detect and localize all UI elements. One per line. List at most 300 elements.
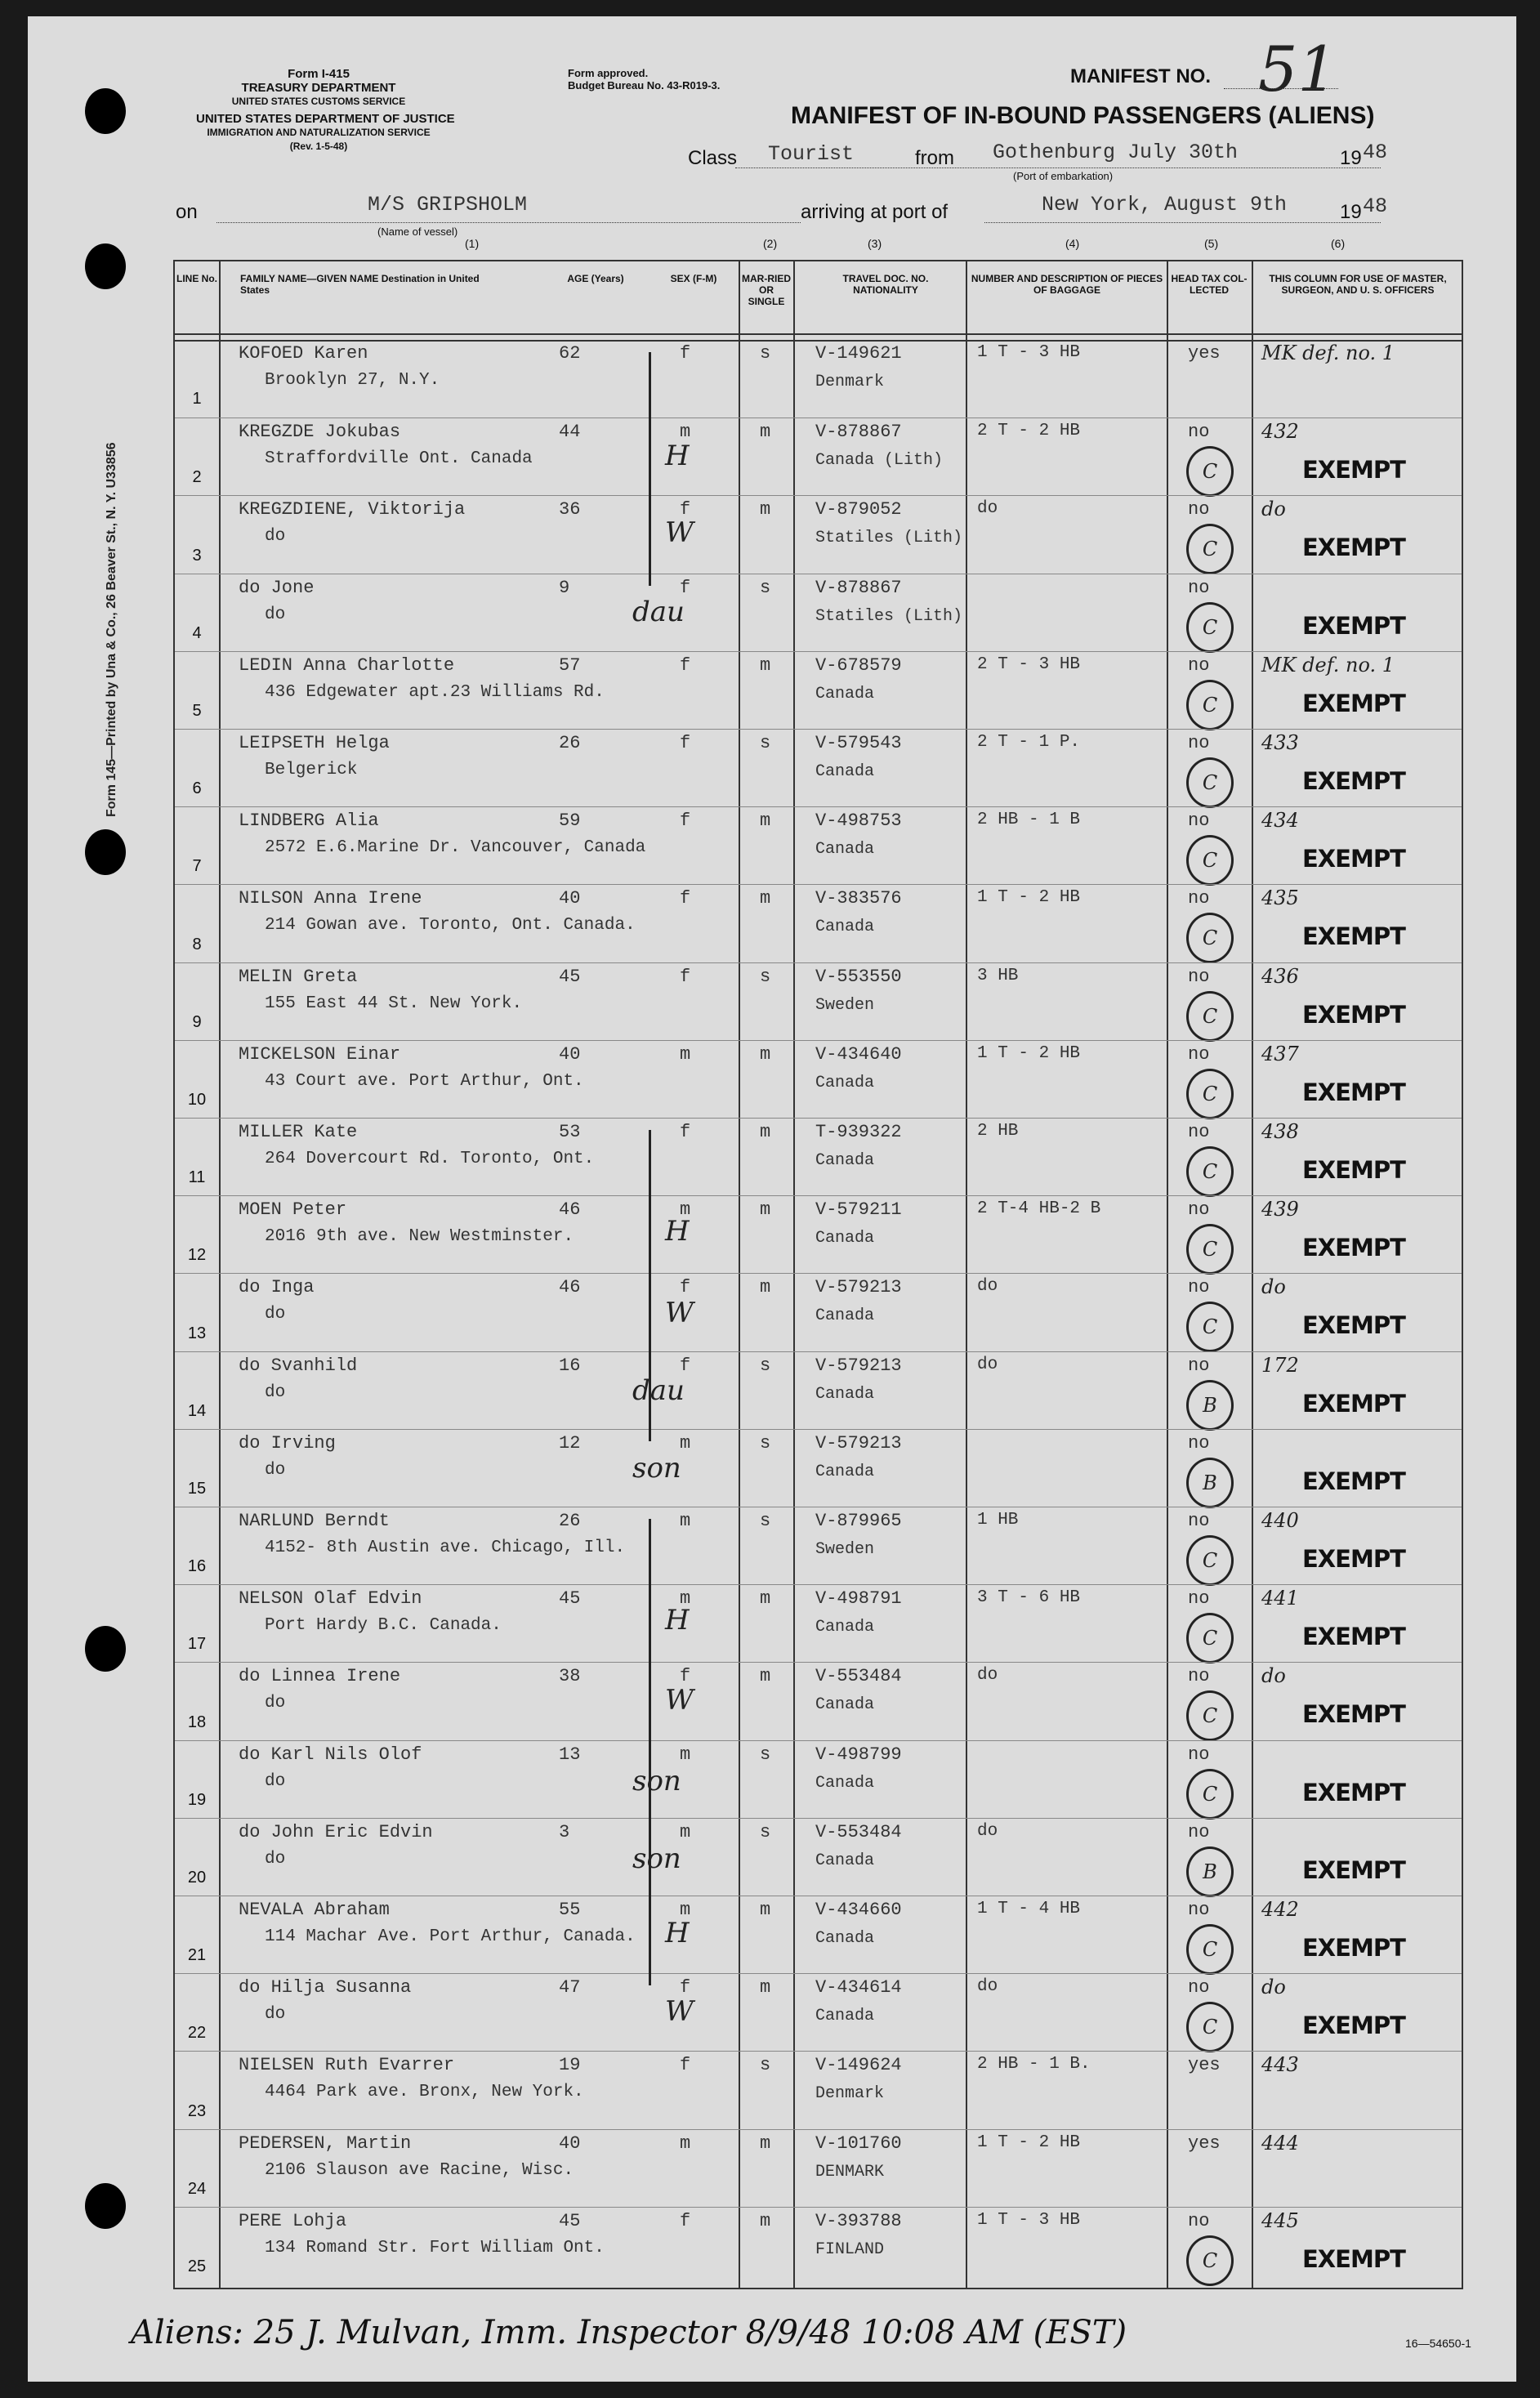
age-value: 46: [559, 1277, 581, 1298]
line-number: 18: [187, 1713, 207, 1731]
nationality: Sweden: [815, 1540, 875, 1559]
travel-doc: V-553484: [815, 1821, 902, 1842]
age-value: 57: [559, 654, 581, 676]
baggage: 3 T - 6 HB: [977, 1588, 1081, 1608]
line-number: 7: [192, 857, 202, 876]
baggage: 2 T - 1 P.: [977, 733, 1081, 752]
exempt-stamp: EXEMPT: [1302, 1778, 1405, 1806]
travel-doc: V-579211: [815, 1199, 902, 1221]
exempt-stamp: EXEMPT: [1302, 845, 1405, 873]
nationality: Statiles (Lith): [815, 606, 963, 626]
head-tax-code: C: [1186, 991, 1234, 1042]
line-number: 8: [192, 935, 202, 953]
head-tax: no: [1188, 1666, 1210, 1687]
family-bracket: [649, 1519, 651, 1830]
exempt-stamp: EXEMPT: [1302, 689, 1405, 717]
destination: do: [265, 1305, 286, 1324]
marital-status: s: [760, 1511, 771, 1531]
passenger-name: NARLUND Berndt: [239, 1511, 390, 1531]
form-id: Form I-415: [288, 67, 350, 81]
baggage: do: [977, 1666, 998, 1686]
baggage: 1 T - 3 HB: [977, 343, 1081, 362]
exempt-stamp: EXEMPT: [1302, 1700, 1405, 1729]
table-row: [175, 651, 1462, 730]
head-tax-code: C: [1186, 2002, 1234, 2052]
travel-doc: V-383576: [815, 888, 902, 909]
arriving-value: New York, August 9th: [1042, 193, 1288, 217]
travel-doc: V-553550: [815, 966, 902, 987]
relation-note: son: [632, 1452, 681, 1485]
age-value: 45: [559, 966, 581, 987]
nationality: Canada: [815, 1695, 875, 1715]
table-row: [175, 1429, 1462, 1507]
table-row: [175, 574, 1462, 652]
destination: 134 Romand Str. Fort William Ont.: [265, 2238, 605, 2257]
line-number: 19: [187, 1790, 207, 1809]
officer-note: 437: [1261, 1042, 1299, 1065]
marital-status: m: [760, 1900, 771, 1920]
marital-status: s: [760, 2055, 771, 2076]
line-number: 15: [187, 1479, 207, 1498]
nationality: Canada: [815, 1229, 875, 1248]
nationality: Canada: [815, 1462, 875, 1481]
baggage: do: [977, 1977, 998, 1997]
head-tax: no: [1188, 966, 1210, 987]
baggage: 2 HB - 1 B: [977, 810, 1081, 830]
col-age: AGE (Years): [567, 273, 624, 284]
line-number: 1: [192, 390, 202, 409]
head-tax-code: C: [1186, 1302, 1234, 1352]
officer-note: 442: [1261, 1898, 1299, 1921]
marital-status: m: [760, 1588, 771, 1610]
baggage: do: [977, 499, 998, 519]
officer-note: 443: [1261, 2053, 1299, 2077]
travel-doc: V-579213: [815, 1432, 902, 1454]
passenger-name: LEIPSETH Helga: [239, 733, 390, 753]
sex-value: f: [680, 499, 691, 520]
sex-value: m: [680, 1043, 691, 1065]
from-value: Gothenburg July 30th: [993, 141, 1239, 164]
relation-note: H: [665, 440, 690, 473]
table-row: [175, 2207, 1462, 2285]
head-tax: no: [1188, 1432, 1210, 1454]
exempt-stamp: EXEMPT: [1302, 1156, 1405, 1184]
from-label: from: [915, 147, 954, 169]
age-value: 16: [559, 1355, 581, 1376]
destination: Belgerick: [265, 761, 358, 779]
baggage: 2 HB: [977, 1122, 1019, 1141]
age-value: 55: [559, 1900, 581, 1920]
age-value: 47: [559, 1977, 581, 1998]
age-value: 53: [559, 1122, 581, 1142]
col-headtax: HEAD TAX COL-LECTED: [1171, 273, 1248, 296]
travel-doc: V-498799: [815, 1744, 902, 1765]
sex-value: f: [680, 733, 691, 753]
form-code: 16—54650-1: [1405, 2337, 1471, 2350]
officer-note: 172: [1261, 1353, 1299, 1377]
officer-note: 441: [1261, 1587, 1299, 1610]
nationality: Canada (Lith): [815, 451, 944, 471]
passenger-name: MOEN Peter: [239, 1199, 347, 1221]
sex-value: f: [680, 810, 691, 832]
manifest-no: 51: [1258, 33, 1337, 105]
nationality: Canada: [815, 1618, 875, 1637]
family-bracket: [649, 1830, 651, 1985]
sex-value: f: [680, 2210, 691, 2231]
table-row: [175, 1896, 1462, 1974]
baggage: 1 T - 2 HB: [977, 888, 1081, 908]
age-value: 3: [559, 1821, 570, 1842]
nationality: Canada: [815, 1773, 875, 1793]
marital-status: s: [760, 1744, 771, 1765]
passenger-name: KOFOED Karen: [239, 343, 368, 364]
approval-note: [568, 67, 720, 92]
sex-value: m: [680, 422, 691, 443]
marital-status: m: [760, 888, 771, 909]
officer-note: do: [1261, 1664, 1286, 1688]
head-tax: yes: [1188, 2132, 1221, 2154]
arrive-year-label: 19: [1340, 201, 1362, 223]
nationality: Canada: [815, 1929, 875, 1948]
head-tax: no: [1188, 499, 1210, 520]
head-tax: no: [1188, 1277, 1210, 1298]
passenger-name: NIELSEN Ruth Evarrer: [239, 2055, 455, 2076]
table-row: [175, 806, 1462, 885]
passenger-name: NILSON Anna Irene: [239, 888, 422, 909]
punch-hole: [85, 243, 126, 289]
head-tax-code: C: [1186, 1146, 1234, 1197]
marital-status: m: [760, 1277, 771, 1298]
col-travel: TRAVEL DOC. NO. NATIONALITY: [842, 273, 929, 296]
exempt-stamp: EXEMPT: [1302, 1078, 1405, 1106]
col-num-4: (4): [1065, 237, 1080, 250]
destination: Straffordville Ont. Canada: [265, 449, 533, 469]
relation-note: W: [665, 1684, 694, 1717]
col-num-1: (1): [465, 237, 480, 250]
travel-doc: V-878867: [815, 577, 902, 598]
destination: 214 Gowan ave. Toronto, Ont. Canada.: [265, 916, 636, 936]
marital-status: m: [760, 810, 771, 832]
head-tax-code: C: [1186, 1224, 1234, 1275]
table-row: [175, 1507, 1462, 1585]
relation-note: son: [632, 1842, 681, 1875]
marital-status: s: [760, 1355, 771, 1376]
officer-note: 438: [1261, 1120, 1299, 1143]
head-tax: no: [1188, 888, 1210, 909]
age-value: 45: [559, 1588, 581, 1610]
table-row: [175, 1040, 1462, 1119]
line-number: 9: [192, 1012, 202, 1031]
officer-note: 436: [1261, 964, 1299, 988]
nationality: DENMARK: [815, 2162, 885, 2181]
age-value: 44: [559, 422, 581, 443]
head-tax-code: C: [1186, 602, 1234, 653]
officer-note: 432: [1261, 420, 1299, 444]
table-row: [175, 1195, 1462, 1274]
head-tax: no: [1188, 1355, 1210, 1376]
manifest-no-label: MANIFEST NO.: [1070, 65, 1211, 87]
nationality: Canada: [815, 762, 875, 781]
exempt-stamp: EXEMPT: [1302, 1545, 1405, 1573]
exempt-stamp: EXEMPT: [1302, 456, 1405, 485]
head-tax-code: C: [1186, 2235, 1234, 2286]
relation-note: H: [665, 1604, 690, 1637]
exempt-stamp: EXEMPT: [1302, 1311, 1405, 1340]
relation-note: dau: [632, 595, 685, 628]
head-tax: no: [1188, 1900, 1210, 1920]
baggage: 1 T - 2 HB: [977, 1043, 1081, 1063]
head-tax: yes: [1188, 2055, 1221, 2076]
passenger-name: KREGZDIENE, Viktorija: [239, 499, 466, 520]
passenger-name: PERE Lohja: [239, 2210, 347, 2231]
passenger-name: do Svanhild: [239, 1355, 358, 1376]
arriving-line: [984, 222, 1381, 223]
head-tax: no: [1188, 1744, 1210, 1765]
port-embark-note: (Port of embarkation): [1013, 170, 1114, 182]
exempt-stamp: EXEMPT: [1302, 2012, 1405, 2040]
sex-value: m: [680, 1588, 691, 1610]
travel-doc: V-553484: [815, 1666, 902, 1687]
head-tax-code: C: [1186, 757, 1234, 808]
sex-value: f: [680, 577, 691, 598]
approval-label: Form approved.: [568, 67, 649, 79]
head-tax: no: [1188, 2210, 1210, 2231]
year-value: 48: [1363, 141, 1388, 164]
age-value: 26: [559, 733, 581, 753]
travel-doc: V-434660: [815, 1900, 902, 1920]
exempt-stamp: EXEMPT: [1302, 2244, 1405, 2273]
travel-doc: V-498753: [815, 810, 902, 832]
line-number: 3: [192, 546, 202, 565]
nationality: FINLAND: [815, 2239, 885, 2259]
passenger-name: MELIN Greta: [239, 966, 358, 987]
destination: 114 Machar Ave. Port Arthur, Canada.: [265, 1927, 636, 1946]
nationality: Canada: [815, 2007, 875, 2026]
nationality: Canada: [815, 1151, 875, 1170]
age-value: 38: [559, 1666, 581, 1687]
passenger-name: MILLER Kate: [239, 1122, 358, 1142]
head-tax: no: [1188, 1821, 1210, 1842]
travel-doc: V-579213: [815, 1355, 902, 1376]
officer-note: 440: [1261, 1509, 1299, 1532]
passenger-name: do Karl Nils Olof: [239, 1744, 422, 1765]
nationality: Canada: [815, 1384, 875, 1404]
marital-status: m: [760, 1043, 771, 1065]
arrive-year-value: 48: [1363, 194, 1388, 218]
officer-note: 439: [1261, 1198, 1299, 1221]
destination: do: [265, 605, 286, 624]
head-tax-code: C: [1186, 1690, 1234, 1741]
baggage: 1 T - 3 HB: [977, 2210, 1081, 2230]
sex-value: f: [680, 1666, 691, 1687]
officer-note: MK def. no. 1: [1261, 653, 1395, 677]
head-tax-code: C: [1186, 446, 1234, 497]
line-number: 21: [187, 1946, 207, 1965]
exempt-stamp: EXEMPT: [1302, 1623, 1405, 1651]
sex-value: m: [680, 1199, 691, 1221]
marital-status: m: [760, 1122, 771, 1142]
baggage: 2 T-4 HB-2 B: [977, 1199, 1101, 1219]
travel-doc: V-149624: [815, 2055, 902, 2076]
passenger-name: KREGZDE Jokubas: [239, 422, 401, 443]
header-divider: [175, 333, 1462, 335]
head-tax-code: C: [1186, 1924, 1234, 1975]
relation-note: W: [665, 516, 694, 549]
marital-status: s: [760, 1432, 771, 1454]
passenger-name: LEDIN Anna Charlotte: [239, 654, 455, 676]
relation-note: W: [665, 1995, 694, 2029]
table-row: [175, 1662, 1462, 1740]
travel-doc: V-434614: [815, 1977, 902, 1998]
table-row: [175, 1973, 1462, 2052]
destination: 4152- 8th Austin ave. Chicago, Ill.: [265, 1538, 626, 1557]
destination: 4464 Park ave. Bronx, New York.: [265, 2083, 584, 2102]
exempt-stamp: EXEMPT: [1302, 922, 1405, 951]
line-number: 20: [187, 1868, 207, 1887]
passenger-name: PEDERSEN, Martin: [239, 2132, 412, 2154]
table-row: [175, 340, 1462, 418]
destination: 436 Edgewater apt.23 Williams Rd.: [265, 682, 605, 702]
manifest-no-line: [1224, 88, 1338, 89]
sex-value: f: [680, 1355, 691, 1376]
sex-value: f: [680, 1122, 691, 1142]
head-tax-code: C: [1186, 1535, 1234, 1586]
relation-note: W: [665, 1296, 694, 1329]
head-tax: no: [1188, 577, 1210, 598]
marital-status: s: [760, 343, 771, 364]
marital-status: s: [760, 966, 771, 987]
relation-note: H: [665, 1215, 690, 1248]
destination: do: [265, 1382, 286, 1402]
relation-note: H: [665, 1916, 690, 1949]
ins-label: IMMIGRATION AND NATURALIZATION SERVICE: [207, 127, 431, 138]
nationality: Canada: [815, 1073, 875, 1092]
officer-note: 435: [1261, 886, 1299, 910]
passenger-name: do Linnea Irene: [239, 1666, 401, 1687]
age-value: 12: [559, 1432, 581, 1454]
age-value: 40: [559, 1043, 581, 1065]
sex-value: m: [680, 1511, 691, 1531]
marital-status: m: [760, 654, 771, 676]
head-tax-code: C: [1186, 1069, 1234, 1119]
col-num-5: (5): [1204, 237, 1219, 250]
exempt-stamp: EXEMPT: [1302, 1000, 1405, 1029]
age-value: 13: [559, 1744, 581, 1765]
on-label: on: [176, 201, 198, 223]
age-value: 19: [559, 2055, 581, 2076]
age-value: 36: [559, 499, 581, 520]
sex-value: m: [680, 1821, 691, 1842]
age-value: 59: [559, 810, 581, 832]
line-number: 14: [187, 1401, 207, 1420]
col-num-3: (3): [868, 237, 882, 250]
passenger-name: NEVALA Abraham: [239, 1900, 390, 1920]
line-number: 16: [187, 1557, 207, 1576]
marital-status: m: [760, 1666, 771, 1687]
officer-note: 444: [1261, 2131, 1299, 2155]
class-label: Class: [688, 147, 738, 169]
punch-hole: [85, 2183, 126, 2229]
head-tax: yes: [1188, 343, 1221, 364]
travel-doc: V-101760: [815, 2132, 902, 2154]
age-value: 62: [559, 343, 581, 364]
travel-doc: V-579213: [815, 1277, 902, 1298]
exempt-stamp: EXEMPT: [1302, 1389, 1405, 1418]
table-row: [175, 962, 1462, 1041]
destination: do: [265, 1460, 286, 1480]
col-baggage: NUMBER AND DESCRIPTION OF PIECES OF BAGGAGE: [971, 273, 1163, 296]
exempt-stamp: EXEMPT: [1302, 1855, 1405, 1884]
head-tax: no: [1188, 654, 1210, 676]
family-bracket: [649, 1130, 651, 1441]
line-number: 4: [192, 623, 202, 642]
budget-label: Budget Bureau No. 43-R019-3.: [568, 79, 721, 92]
marital-status: m: [760, 1977, 771, 1998]
sex-value: f: [680, 1977, 691, 1998]
destination: 43 Court ave. Port Arthur, Ont.: [265, 1071, 584, 1091]
sex-value: f: [680, 888, 691, 909]
exempt-stamp: EXEMPT: [1302, 767, 1405, 795]
sex-value: f: [680, 343, 691, 364]
officer-note: do: [1261, 1976, 1286, 1999]
marital-status: m: [760, 499, 771, 520]
officer-note: MK def. no. 1: [1261, 342, 1395, 364]
relation-note: dau: [632, 1374, 685, 1408]
head-tax: no: [1188, 422, 1210, 443]
baggage: do: [977, 1821, 998, 1841]
col-num-2: (2): [763, 237, 778, 250]
punch-hole: [85, 1626, 126, 1672]
travel-doc: V-149621: [815, 343, 902, 364]
passenger-name: do Hilja Susanna: [239, 1977, 412, 1998]
passenger-name: NELSON Olaf Edvin: [239, 1588, 422, 1610]
marital-status: s: [760, 733, 771, 753]
destination: do: [265, 1771, 286, 1791]
family-bracket: [649, 352, 651, 586]
marital-status: s: [760, 1821, 771, 1842]
sex-value: m: [680, 1432, 691, 1454]
line-number: 10: [187, 1090, 207, 1109]
line-number: 6: [192, 779, 202, 798]
marital-status: s: [760, 577, 771, 598]
nationality: Canada: [815, 1851, 875, 1870]
sex-value: m: [680, 2132, 691, 2154]
baggage: 2 HB - 1 B.: [977, 2055, 1091, 2074]
exempt-stamp: EXEMPT: [1302, 611, 1405, 640]
head-tax: no: [1188, 810, 1210, 832]
destination: do: [265, 1694, 286, 1713]
manifest-table: [173, 237, 1463, 2289]
nationality: Denmark: [815, 373, 885, 391]
marital-status: m: [760, 2132, 771, 2154]
line-number: 13: [187, 1324, 207, 1342]
head-tax-code: C: [1186, 1613, 1234, 1663]
head-tax: no: [1188, 733, 1210, 753]
col-married: MAR-RIED OR SINGLE: [742, 273, 791, 307]
baggage: 2 T - 2 HB: [977, 422, 1081, 441]
sex-value: f: [680, 966, 691, 987]
baggage: 1 HB: [977, 1511, 1019, 1529]
line-number: 11: [188, 1168, 206, 1187]
inspector-signature: Aliens: 25 J. Mulvan, Imm. Inspector 8/9/48 10:08 AM (EST): [131, 2314, 1127, 2351]
marital-status: m: [760, 422, 771, 443]
vessel-value: M/S GRIPSHOLM: [368, 193, 528, 217]
head-tax-code: C: [1186, 680, 1234, 730]
head-tax-code: C: [1186, 835, 1234, 886]
exempt-stamp: EXEMPT: [1302, 1234, 1405, 1262]
sex-value: m: [680, 1900, 691, 1920]
passenger-name: do Jone: [239, 577, 315, 598]
